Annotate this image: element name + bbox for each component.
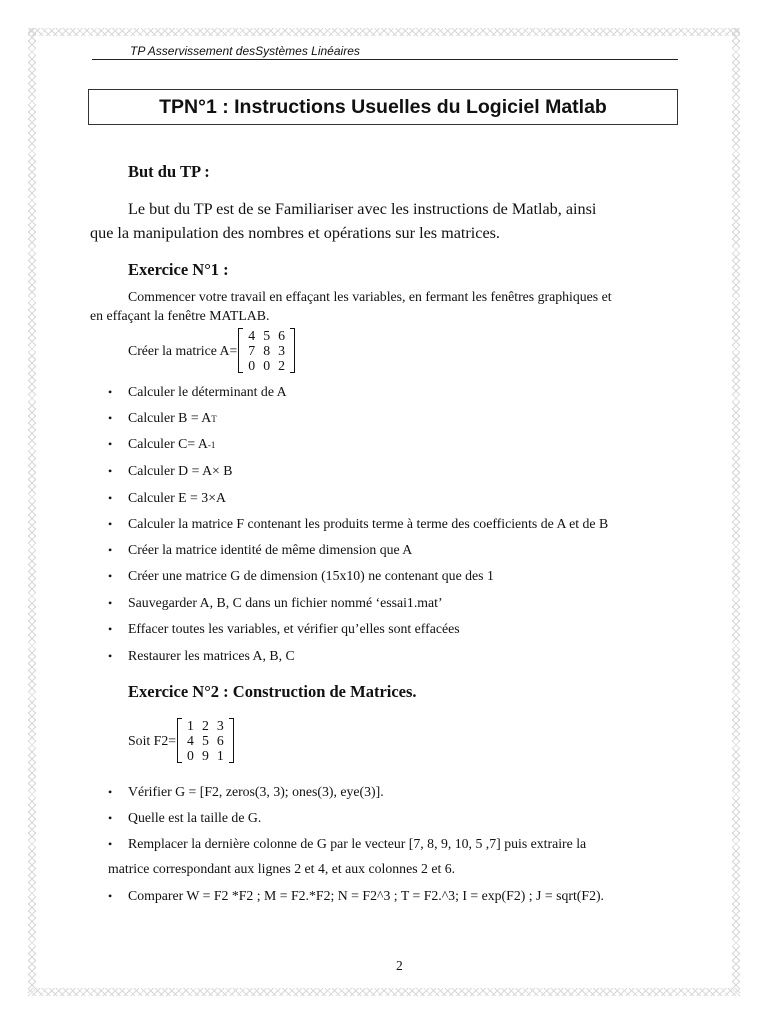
bullet-icon: • <box>108 837 113 851</box>
bullet-icon: • <box>108 596 113 610</box>
list-item <box>108 542 412 558</box>
list-item-text: Comparer W = F2 *F2 ; M = F2.*F2; N = F2^3 ; T = F2.^3; I = exp(F2) ; J = sqrt(F2). <box>128 888 605 903</box>
list-item-text: Calculer D = A× B <box>128 463 233 478</box>
matrix-f2-definition <box>128 718 234 763</box>
matrix-f2-cell: 1 <box>187 718 194 733</box>
header-rule <box>92 59 678 60</box>
list-item: • Calculer B = A T <box>108 410 217 425</box>
exercise-1-intro-line-1: Commencer votre travail en effaçant les variables, en fermant les fenêtres graphiques et <box>128 289 612 304</box>
list-item-continuation: matrice correspondant aux lignes 2 et 4, et aux colonnes 2 et 6. <box>108 861 456 876</box>
page-border-top <box>28 28 740 36</box>
list-item-text: Effacer toutes les variables, et vérifier qu’elles sont effacées <box>128 621 460 636</box>
list-item-text: Quelle est la taille de G. <box>128 810 262 825</box>
list-item-text: Calculer la matrice F contenant les produits terme à terme des coefficients de A et de B <box>128 516 609 531</box>
bullet-icon: • <box>108 517 113 531</box>
bullet-icon: • <box>108 569 113 583</box>
bullet-icon: • <box>108 411 113 425</box>
list-item: • Calculer C= A -1 <box>108 436 216 451</box>
list-item <box>108 384 287 400</box>
list-item <box>108 490 226 506</box>
bullet-icon: • <box>108 649 113 663</box>
matrix-a-definition <box>128 328 295 373</box>
matrix-f2 <box>177 718 234 763</box>
list-item-text: Calculer E = 3×A <box>128 490 226 505</box>
list-item-text: Calculer B = A <box>128 410 212 425</box>
list-item-text: Restaurer les matrices A, B, C <box>128 648 295 663</box>
list-item-text: Calculer C= A <box>128 436 208 451</box>
bullet-icon: • <box>108 437 113 451</box>
bullet-icon: • <box>108 811 113 825</box>
bullet-icon: • <box>108 464 113 478</box>
page-border-right <box>732 28 740 996</box>
matrix-a-cell: 8 <box>263 343 271 358</box>
list-item-text: Créer une matrice G de dimension (15x10) ne contenant que des 1 <box>128 568 494 583</box>
matrix-f2-label: Soit F2= <box>128 732 177 748</box>
matrix-f2-cell: 1 <box>216 748 224 763</box>
bullet-icon: • <box>108 491 113 505</box>
exercise-1-heading: Exercice N°1 : <box>128 260 229 279</box>
list-item <box>108 516 608 532</box>
bullet-icon: • <box>108 889 113 903</box>
but-heading: But du TP : <box>128 162 210 181</box>
list-item <box>108 810 261 826</box>
list-item <box>108 621 460 637</box>
list-item-text: Calculer le déterminant de A <box>128 384 287 399</box>
bullet-icon: • <box>108 622 113 636</box>
list-item <box>108 784 384 800</box>
list-item <box>108 463 232 479</box>
matrix-a-cell: 5 <box>263 328 271 343</box>
bullet-icon: • <box>108 385 113 399</box>
page-border-bottom <box>28 988 740 996</box>
matrix-a-cell: 0 <box>263 358 271 373</box>
list-item <box>108 888 604 904</box>
matrix-f2-cell: 2 <box>201 718 209 733</box>
matrix-a-cell: 4 <box>248 328 256 343</box>
but-line-1: Le but du TP est de se Familiariser avec les instructions de Matlab, ainsi <box>128 200 597 218</box>
matrix-a-cell: 3 <box>278 343 286 358</box>
page-border-left <box>28 28 36 996</box>
list-item <box>108 595 443 611</box>
bullet-icon: • <box>108 785 113 799</box>
matrix-a-cell: 7 <box>248 343 256 358</box>
matrix-a-cell: 0 <box>248 358 256 373</box>
list-item-text: Remplacer la dernière colonne de G par le vecteur [7, 8, 9, 10, 5 ,7] puis extraire la <box>128 836 587 851</box>
exercise-2-heading: Exercice N°2 : Construction de Matrices. <box>128 682 417 701</box>
bullet-icon: • <box>108 543 113 557</box>
matrix-f2-cell: 5 <box>201 733 209 748</box>
title-box <box>88 89 678 125</box>
list-item <box>108 648 295 664</box>
list-item <box>108 568 494 584</box>
matrix-f2-cell: 6 <box>216 733 224 748</box>
exercise-1-intro-line-2: en effaçant la fenêtre MATLAB. <box>90 308 270 323</box>
list-item-text: Sauvegarder A, B, C dans un fichier nommé ‘essai1.mat’ <box>128 595 443 610</box>
list-item-text: Vérifier G = [F2, zeros(3, 3); ones(3), eye(3)]. <box>128 784 384 799</box>
but-line-2: que la manipulation des nombres et opérations sur les matrices. <box>90 224 500 242</box>
matrix-f2-cell: 4 <box>187 733 194 748</box>
matrix-f2-cell: 3 <box>216 718 224 733</box>
matrix-a-label: Créer la matrice A= <box>128 342 238 358</box>
page-number: 2 <box>396 958 403 973</box>
running-header: TP Asservissement desSystèmes Linéaires <box>130 44 360 58</box>
list-item-text: Créer la matrice identité de même dimension que A <box>128 542 413 557</box>
matrix-a-cell: 6 <box>278 328 286 343</box>
matrix-f2-cell: 9 <box>201 748 209 763</box>
matrix-f2-cell: 0 <box>187 748 194 763</box>
matrix-a <box>238 328 295 373</box>
list-item <box>108 836 586 852</box>
matrix-a-cell: 2 <box>278 358 286 373</box>
page-title: TPN°1 : Instructions Usuelles du Logiciel Matlab <box>159 95 607 118</box>
